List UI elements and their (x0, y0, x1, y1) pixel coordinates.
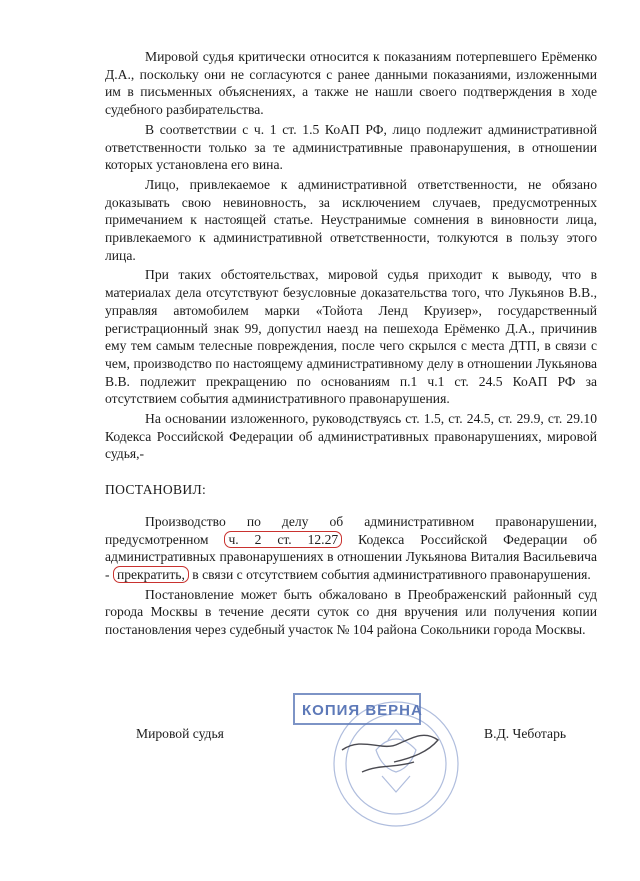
ruling-text-part1: Производство по делу об административном правонарушении, предусмотренном (105, 513, 597, 547)
paragraph-grounds: На основании изложенного, руководствуясь ст. 1.5, ст. 24.5, ст. 29.9, ст. 29.10 Кодекса Российской Федерации об административных правонарушениях, мировой судья,- (105, 411, 597, 462)
paragraph-presumption: Лицо, привлекаемое к административной ответственности, не обязано доказывать свою невиновность, за исключением случаев, предусмотренных примечанием к настоящей статье. Неустранимые сомнения в виновности лица, привлекаемого к административной ответственности, толкуются в пользу этого лица. (105, 176, 597, 263)
signature-name: В.Д. Чеботарь (484, 726, 567, 741)
ruling-heading: ПОСТАНОВИЛ: (105, 482, 207, 498)
paragraph-appeal: Постановление может быть обжаловано в Преображенский районный суд города Москвы в течение десяти суток со дня вручения или получения копии постановления через судебный участок № 104 района Сокольники города Москвы. (105, 586, 597, 638)
highlighted-article: ч. 2 ст. 12.27 (224, 531, 342, 548)
ruling-text-part2: Кодекса Российской Федерации об административных правонарушениях в отношении Лукьянова Виталия Васильевича - (105, 531, 597, 582)
document-body (105, 48, 597, 641)
highlighted-verdict: прекратить, (113, 566, 189, 583)
paragraph-victim-testimony: Мировой судья критически относится к показаниям потерпевшего Ерёменко Д.А., поскольку они не согласуются с ранее данными показаниями, изложенными им в письменных объяснениях, а также не нашли своего подтверждения в ходе судебного разбирательства. (105, 49, 597, 118)
ruling-text-part3: в связи с отсутствием события административного правонарушения. (192, 566, 591, 582)
paragraph-conclusion: При таких обстоятельствах, мировой судья приходит к выводу, что в материалах дела отсутствуют безусловные доказательства того, что Лукьянов В.В., управляя автомобилем марки «Тойота Ленд Круизер», государственный регистрационный знак 99, допустил наезд на пешехода Ерёменко Д.А., причинив ему тем самым телесные повреждения, после чего скрылся с места ДТП, в связи с чем, производство по настоящему административному делу в отношении Лукьянова В.В. подлежит прекращению по основаниям п.1 ч.1 ст. 24.5 КоАП РФ за отсутствием события административного правонарушения. (105, 267, 597, 407)
paragraph-ruling (105, 513, 597, 584)
stamp-text: КОПИЯ ВЕРНА (302, 702, 423, 719)
signature-title: Мировой судья (136, 726, 224, 741)
paragraph-koap-1-5: В соответствии с ч. 1 ст. 1.5 КоАП РФ, лицо подлежит административной ответственности только за те административные правонарушения, в отношении которых установлена его вина. (105, 121, 597, 173)
copy-certified-stamp (292, 680, 492, 840)
